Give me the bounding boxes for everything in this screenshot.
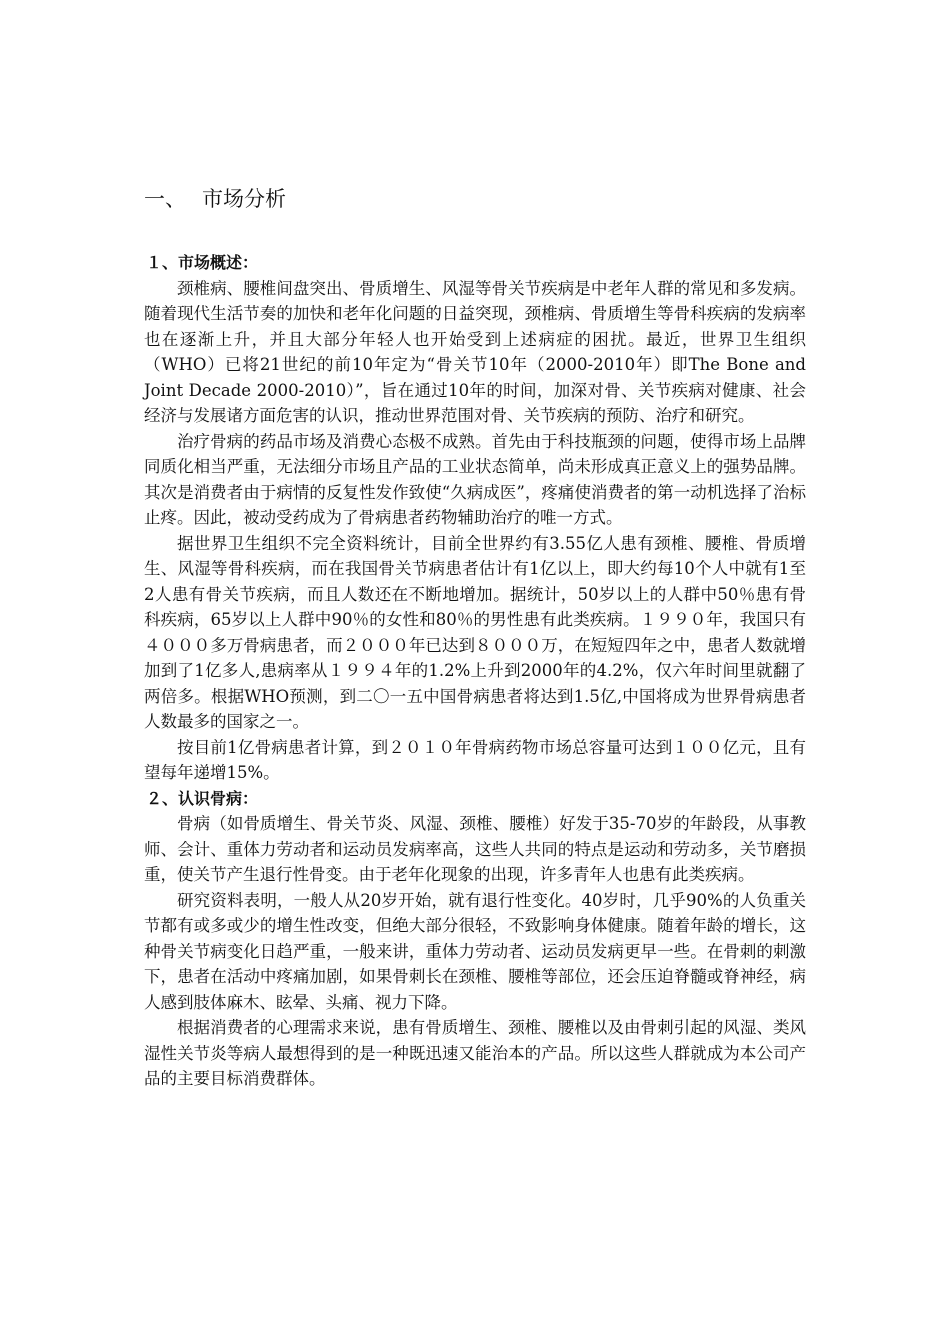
section-title: 市场分析 — [202, 187, 286, 211]
subsection-title-bone-disease: ２、认识骨病： — [146, 788, 259, 808]
section-number: 一、 — [144, 187, 186, 211]
paragraph: 治疗骨病的药品市场及消费心态极不成熟。首先由于科技瓶颈的问题，使得市场上品牌同质化相当严重，无法细分市场且产品的工业状态简单，尚未形成真正意义上的强势品牌。其次是消费者由于病情的反复性发作致使“久病成医”，疼痛使消费者的第一动机选择了治标止疼。因此，被动受药成为了骨病患者药物辅助治疗的唯一方式。 — [144, 431, 806, 527]
paragraph: 据世界卫生组织不完全资料统计，目前全世界约有3.55亿人患有颈椎、腰椎、骨质增生、风湿等骨科疾病，而在我国骨关节病患者估计有1亿以上，即大约每10个人中就有1至2人患有骨关节疾病，而且人数还在不断地增加。据统计，50岁以上的人群中50％患有骨科疾病，65岁以上人群中90％的女性和80％的男性患有此类疾病。１９９０年，我国只有４０００多万骨病患者，而２０００年已达到８０００万，在短短四年之中，患者人数就增加到了1亿多人,患病率从１９９４年的1.2%上升到2000年的4.2%，仅六年时间里就翻了两倍多。根据WHO预测，到二〇一五中国骨病患者将达到1.5亿,中国将成为世界骨病患者人数最多的国家之一。 — [144, 533, 806, 731]
paragraph: 按目前1亿骨病患者计算，到２０１０年骨病药物市场总容量可达到１００亿元，且有望每年递增15%。 — [144, 737, 806, 782]
section-heading — [144, 184, 286, 214]
subsection-title-market-overview: １、市场概述： — [146, 253, 259, 272]
paragraph: 颈椎病、腰椎间盘突出、骨质增生、风湿等骨关节疾病是中老年人群的常见和多发病。随着现代生活节奏的加快和老年化问题的日益突现，颈椎病、骨质增生等骨科疾病的发病率也在逐渐上升，并且大部分年轻人也开始受到上述病症的困扰。最近，世界卫生组织（WHO）已将21世纪的前10年定为“骨关节10年（2000-2010年）即The Bone and Joint Decade 2000-2010）”，旨在通过10年的时间，加深对骨、关节疾病对健康、社会经济与发展诸方面危害的认识，推动世界范围对骨、关节疾病的预防、治疗和研究。 — [144, 278, 806, 425]
paragraph: 根据消费者的心理需求来说，患有骨质增生、颈椎、腰椎以及由骨刺引起的风湿、类风湿性关节炎等病人最想得到的是一种既迅速又能治本的产品。所以这些人群就成为本公司产品的主要目标消费群体。 — [144, 1018, 806, 1088]
document-body — [144, 250, 806, 1092]
paragraph: 骨病（如骨质增生、骨关节炎、风湿、颈椎、腰椎）好发于35-70岁的年龄段，从事教师、会计、重体力劳动者和运动员发病率高，这些人共同的特点是运动和劳动多，关节磨损重，使关节产生退行性骨变。由于老年化现象的出现，许多青年人也患有此类疾病。 — [144, 814, 806, 884]
paragraph: 研究资料表明，一般人从20岁开始，就有退行性变化。40岁时，几乎90%的人负重关节都有或多或少的增生性改变，但绝大部分很轻，不致影响身体健康。随着年龄的增长，这种骨关节病变化日趋严重，一般来讲，重体力劳动者、运动员发病更早一些。在骨刺的刺激下，患者在活动中疼痛加剧，如果骨刺长在颈椎、腰椎等部位，还会压迫脊髓或脊神经，病人感到肢体麻木、眩晕、头痛、视力下降。 — [144, 890, 806, 1012]
